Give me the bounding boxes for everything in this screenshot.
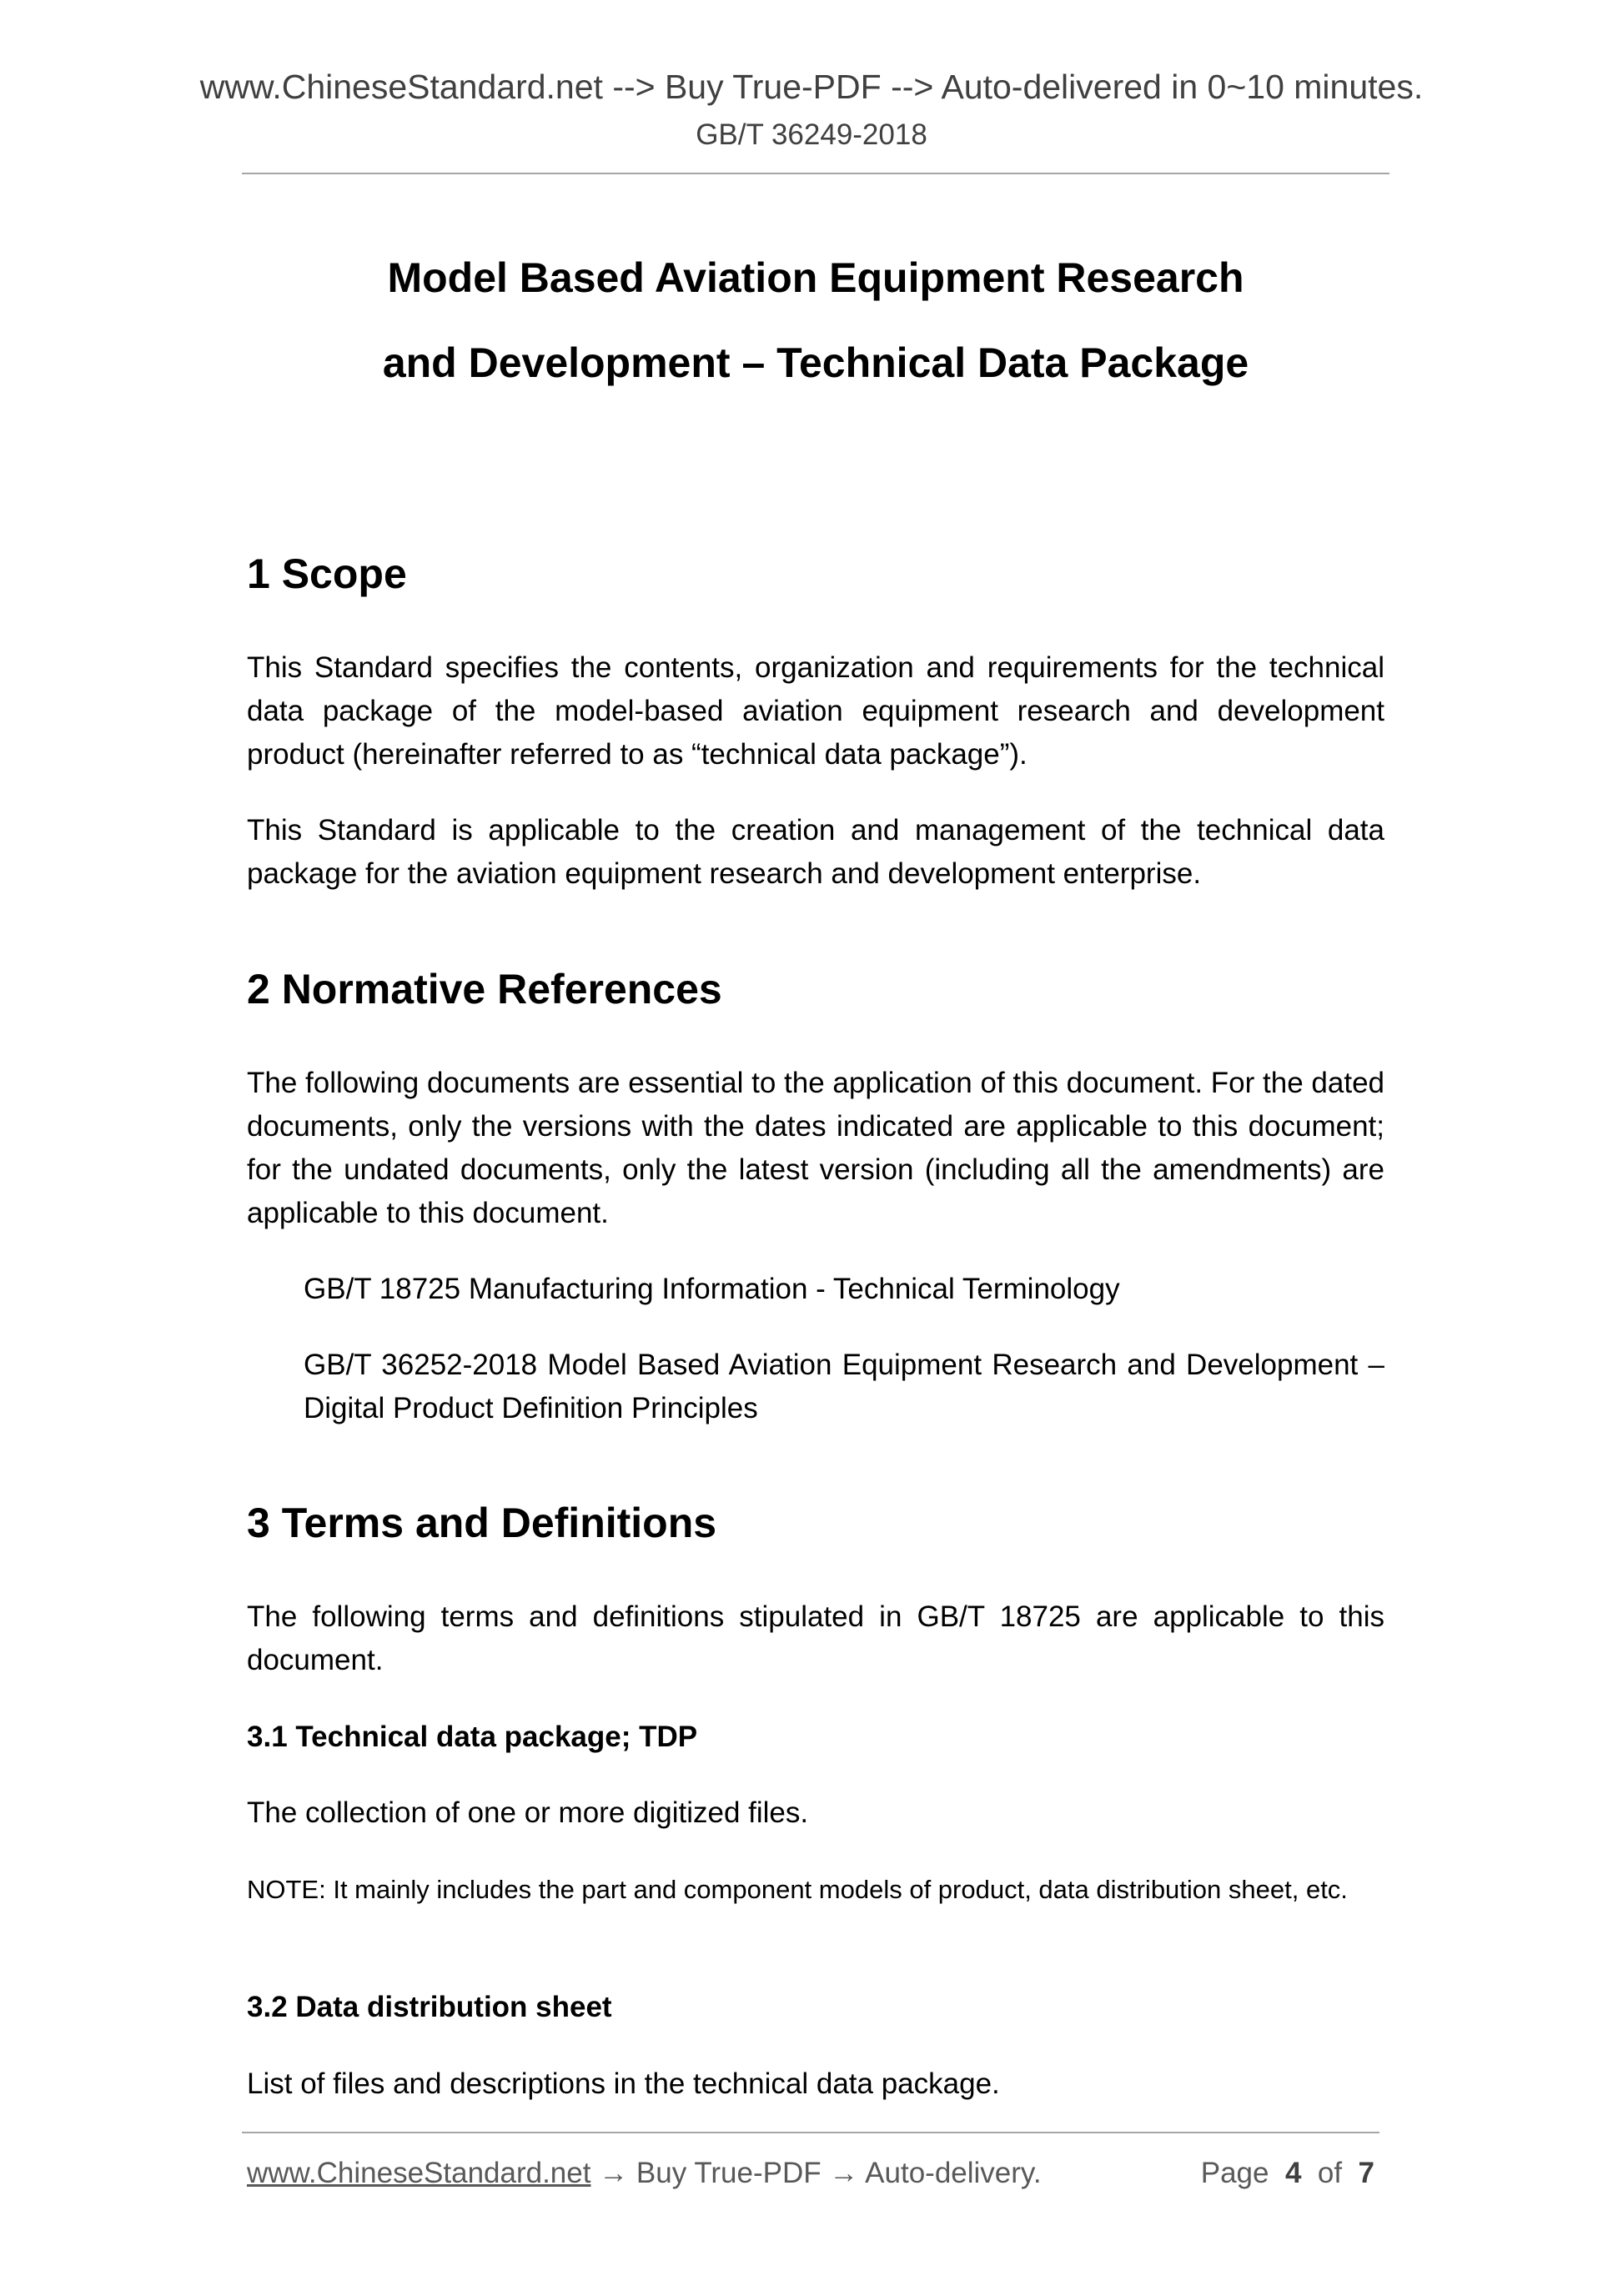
page-total: 7	[1358, 2157, 1374, 2189]
footer-tagline: → Buy True-PDF → Auto-delivery.	[590, 2157, 1042, 2189]
page-of-label: of	[1317, 2157, 1343, 2189]
footer	[247, 2153, 1384, 2193]
footer-divider	[242, 2132, 1379, 2133]
footer-site-link[interactable]: www.ChineseStandard.net	[247, 2157, 591, 2189]
normative-references-intro: The following documents are essential to the application of this document. For the dated documents, only the versions with the dates indicated are applicable to this document; for the undated documents, only the latest version (including all the amendments) are applicable to this document.	[247, 1067, 1384, 1229]
header-divider	[242, 173, 1389, 174]
header-banner: www.ChineseStandard.net --> Buy True-PDF --> Auto-delivered in 0~10 minutes.	[199, 68, 1424, 106]
terms-intro: The following terms and definitions stipulated in GB/T 18725 are applicable to this document.	[247, 1600, 1384, 1676]
reference-item: GB/T 36252-2018 Model Based Aviation Equipment Research and Development – Digital Product Definition Principles	[304, 1349, 1384, 1424]
term-heading-tdp: 3.1 Technical data package; TDP	[247, 1721, 698, 1753]
term-definition-data-distribution-sheet: List of files and descriptions in the technical data package.	[247, 2067, 1000, 2100]
title-line-1: Model Based Aviation Equipment Research	[387, 254, 1244, 301]
scope-paragraph-2: This Standard is applicable to the creation and management of the technical data package for the aviation equipment research and development enterprise.	[247, 814, 1384, 890]
standard-code: GB/T 36249-2018	[696, 118, 927, 151]
title-line-2: and Development – Technical Data Package	[382, 339, 1249, 386]
scope-paragraph-1: This Standard specifies the contents, organization and requirements for the technical data package of the model-based aviation equipment research and development product (hereinafter referred to as “technical data package”).	[247, 651, 1384, 771]
section-heading-terms: 3 Terms and Definitions	[247, 1500, 717, 1546]
term-heading-data-distribution-sheet: 3.2 Data distribution sheet	[247, 1991, 612, 2023]
document-title	[242, 235, 1389, 405]
page-indicator	[1201, 2153, 1374, 2193]
term-definition-tdp: The collection of one or more digitized files.	[247, 1796, 809, 1829]
section-heading-normative-references: 2 Normative References	[247, 966, 722, 1012]
page-label: Page	[1200, 2157, 1269, 2189]
section-heading-scope: 1 Scope	[247, 550, 407, 597]
term-note-tdp: NOTE: It mainly includes the part and component models of product, data distribution sheet, etc.	[247, 1875, 1348, 1904]
reference-item: GB/T 18725 Manufacturing Information - Technical Terminology	[304, 1273, 1120, 1305]
page-current: 4	[1284, 2157, 1302, 2189]
